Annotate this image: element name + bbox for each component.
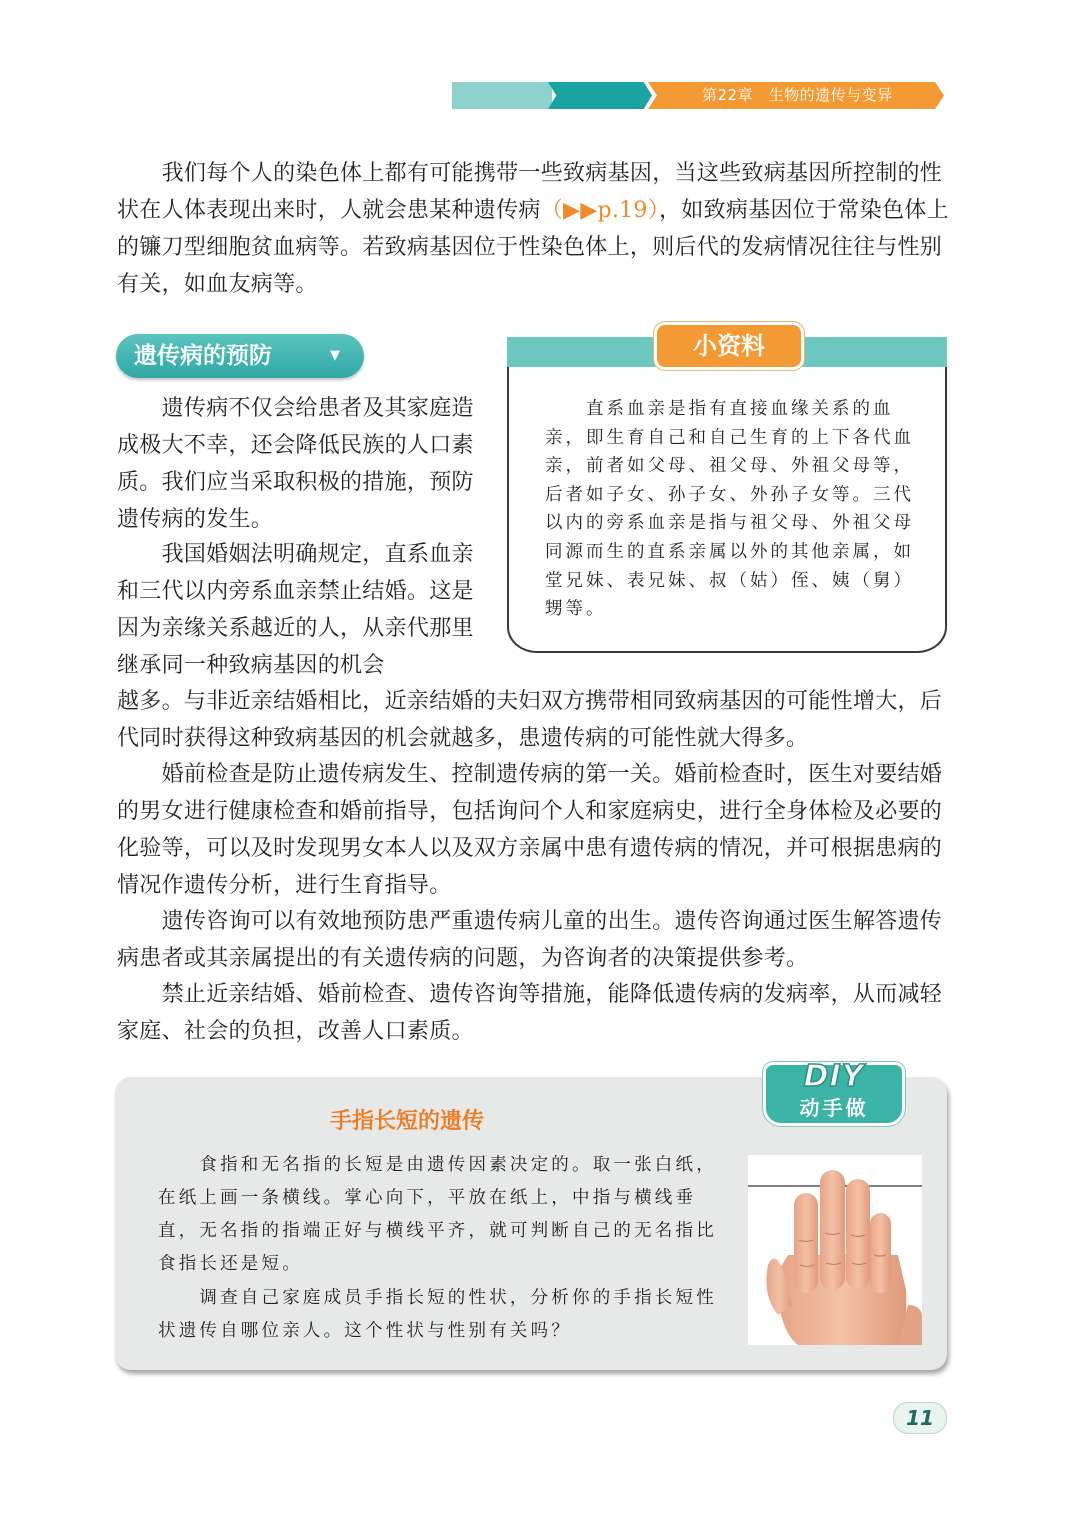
info-box-tag-label: 小资料 [693, 332, 765, 360]
body-paragraph-2a: 我国婚姻法明确规定，直系血亲和三代以内旁系血亲禁止结婚。这是因为亲缘关系越近的人，从亲代那里继承同一种致病基因的机会 [117, 542, 474, 678]
info-box [507, 332, 947, 655]
hand-illustration [748, 1155, 922, 1345]
hand-photo [748, 1155, 922, 1345]
info-box-text: 直系血亲是指有直接血缘关系的血亲，即生育自己和自己生育的上下各代血亲，前者如父母、祖父母、外祖父母等，后者如子女、孙子女、外孙子女等。三代以内的旁系血亲是指与祖父母、外祖父母同源而生的直系亲属以外的其他亲属，如堂兄妹、表兄妹、叔（姑）侄、姨（舅）甥等。 [545, 399, 914, 620]
diy-badge-word: DIY [803, 1059, 865, 1094]
body-paragraph-3: 婚前检查是防止遗传病发生、控制遗传病的第一关。婚前检查时，医生对要结婚的男女进行健康检查和婚前指导，包括询问个人和家庭病史，进行全身体检及必要的化验等，可以及时发现男女本人以及双方亲属中患有遗传病的情况，并可根据患病的情况作遗传分析，进行生育指导。 [117, 762, 943, 898]
page-reference-link[interactable]: （▶▶p.19） [540, 198, 660, 223]
body-paragraph-5: 禁止近亲结婚、婚前检查、遗传咨询等措施，能降低遗传病的发病率，从而减轻家庭、社会的负担，改善人口素质。 [117, 982, 943, 1044]
chapter-title: 第22章 生物的遗传与变异 [702, 86, 893, 104]
triangle-down-icon: ▼ [330, 348, 340, 363]
intro-text-b: ，如致病基因位于常染色体上的镰刀型细胞贫血病等。若致病基因位于性染色体上，则后代的发病情况往往与性别有关，如血友病等。 [117, 198, 949, 297]
info-box-tag [657, 325, 801, 367]
body-paragraph-4: 遗传咨询可以有效地预防患严重遗传病儿童的出生。遗传咨询通过医生解答遗传病患者或其亲属提出的有关遗传病的问题，为咨询者的决策提供参考。 [117, 909, 943, 971]
diy-badge [763, 1059, 905, 1126]
chapter-header-bar [452, 82, 944, 109]
diy-title: 手指长短的遗传 [330, 1109, 485, 1134]
header-segment-light [452, 82, 552, 109]
intro-text-a: 我们每个人的染色体上都有可能携带一些致病基因，当这些致病基因所控制的性状在人体表现出来时，人就会患某种遗传病 [117, 161, 943, 223]
body-paragraph-2b: 越多。与非近亲结婚相比，近亲结婚的夫妇双方携带相同致病基因的可能性增大，后代同时获得这种致病基因的机会就越多，患遗传病的可能性就大得多。 [117, 689, 943, 751]
diy-text-1: 食指和无名指的长短是由遗传因素决定的。取一张白纸，在纸上画一条横线。掌心向下，平放在纸上，中指与横线垂直，无名指的指端正好与横线平齐，就可判断自己的无名指比食指长还是短。 [158, 1155, 717, 1274]
section-title: 遗传病的预防 [134, 343, 272, 369]
diy-text-2: 调查自己家庭成员手指长短的性状，分析你的手指长短性状遗传自哪位亲人。这个性状与性别有关吗？ [158, 1288, 717, 1341]
body-paragraph-1: 遗传病不仅会给患者及其家庭造成极大不幸，还会降低民族的人口素质。我们应当采取积极的措施，预防遗传病的发生。 [117, 396, 474, 532]
section-heading [116, 334, 364, 378]
page-number: 11 [893, 1402, 947, 1434]
intro-paragraph [117, 155, 949, 303]
diy-badge-subtitle: 动手做 [799, 1096, 869, 1120]
header-segment-teal [548, 82, 652, 109]
